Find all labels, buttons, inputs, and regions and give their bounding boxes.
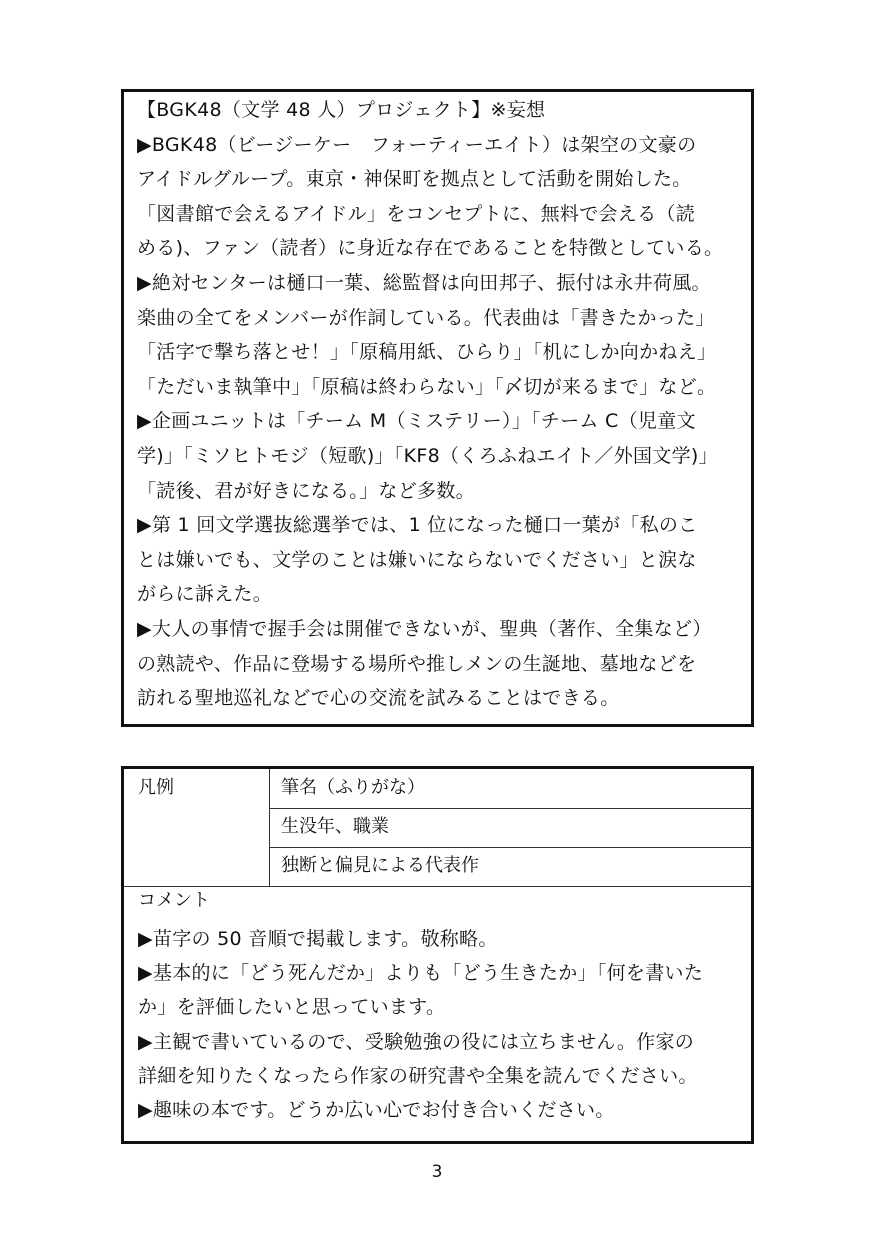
comment-line: ▶苗字の 50 音順で掲載します。敬称略。	[138, 928, 498, 950]
legend-table	[124, 769, 751, 886]
project-text-line: 「活字で撃ち落とせ！」「原稿用紙、ひらり」「机にしか向かねえ」	[137, 341, 717, 364]
legend-row-divider	[269, 847, 751, 848]
legend-divider	[269, 769, 270, 886]
project-text-line: の熟読や、作品に登場する場所や推しメンの生誕地、墓地などを	[137, 652, 697, 675]
project-text-line: がらに訴えた。	[137, 583, 273, 606]
comment-line: ▶趣味の本です。どうか広い心でお付き合いください。	[138, 1098, 615, 1121]
legend-comment-box	[121, 766, 754, 1144]
project-text-line: める)、ファン（読者）に身近な存在であることを特徴としている。	[137, 237, 724, 260]
legend-row-divider	[269, 808, 751, 809]
legend-cell-pen-name: 筆名（ふりがな）	[281, 777, 425, 798]
project-text-line: アイドルグループ。東京・神保町を拠点として活動を開始した。	[137, 168, 692, 191]
project-text-line: ▶絶対センターは樋口一葉、総監督は向田邦子、振付は永井荷風。	[137, 271, 711, 294]
project-description-box	[121, 89, 754, 727]
legend-bottom-divider	[124, 886, 751, 887]
legend-cell-representative-work: 独断と偏見による代表作	[281, 855, 479, 876]
project-text-line: とは嫌いでも、文学のことは嫌いにならないでください」と涙な	[137, 548, 697, 571]
project-title-line: 【BGK48（文学 48 人）プロジェクト】※妄想	[137, 99, 546, 121]
project-text-line: ▶BGK48（ビージーケー フォーティーエイト）は架空の文豪の	[137, 133, 697, 156]
project-text-line: ▶第 1 回文学選抜総選挙では、1 位になった樋口一葉が「私のこ	[137, 514, 698, 537]
comment-line: か」を評価したいと思っています。	[138, 996, 446, 1019]
project-text-line: ▶大人の事情で握手会は開催できないが、聖典（著作、全集など）	[137, 617, 712, 640]
project-text-line: ▶企画ユニットは「チーム M（ミステリー）」「チーム C（児童文	[137, 410, 696, 433]
legend-label: 凡例	[138, 777, 174, 798]
comment-body	[138, 922, 703, 1127]
comment-line: ▶主観で書いているので、受験勉強の役には立ちません。作家の	[138, 1030, 695, 1053]
project-text-line: 学)」「ミソヒトモジ（短歌)」「KF8（くろふねエイト／外国文学)」	[137, 444, 718, 467]
project-text-line: 訪れる聖地巡礼などで心の交流を試みることはできる。	[137, 687, 620, 710]
comment-title: コメント	[138, 890, 210, 911]
comment-line: 詳細を知りたくなったら作家の研究書や全集を読んでください。	[138, 1064, 698, 1087]
comment-line: ▶基本的に「どう死んだか」よりも「どう生きたか」「何を書いた	[138, 962, 704, 985]
legend-cell-years-occupation: 生没年、職業	[281, 816, 389, 837]
project-text-line: 「読後、君が好きになる。」など多数。	[137, 479, 475, 502]
page-number: 3	[431, 1162, 443, 1182]
project-text-line: 楽曲の全てをメンバーが作詞している。代表曲は「書きたかった」	[137, 306, 715, 329]
project-text-line: 「ただいま執筆中」「原稿は終わらない」「〆切が来るまで」など。	[137, 375, 717, 398]
project-text-line: 「図書館で会えるアイドル」をコンセプトに、無料で会える（読	[137, 202, 695, 225]
